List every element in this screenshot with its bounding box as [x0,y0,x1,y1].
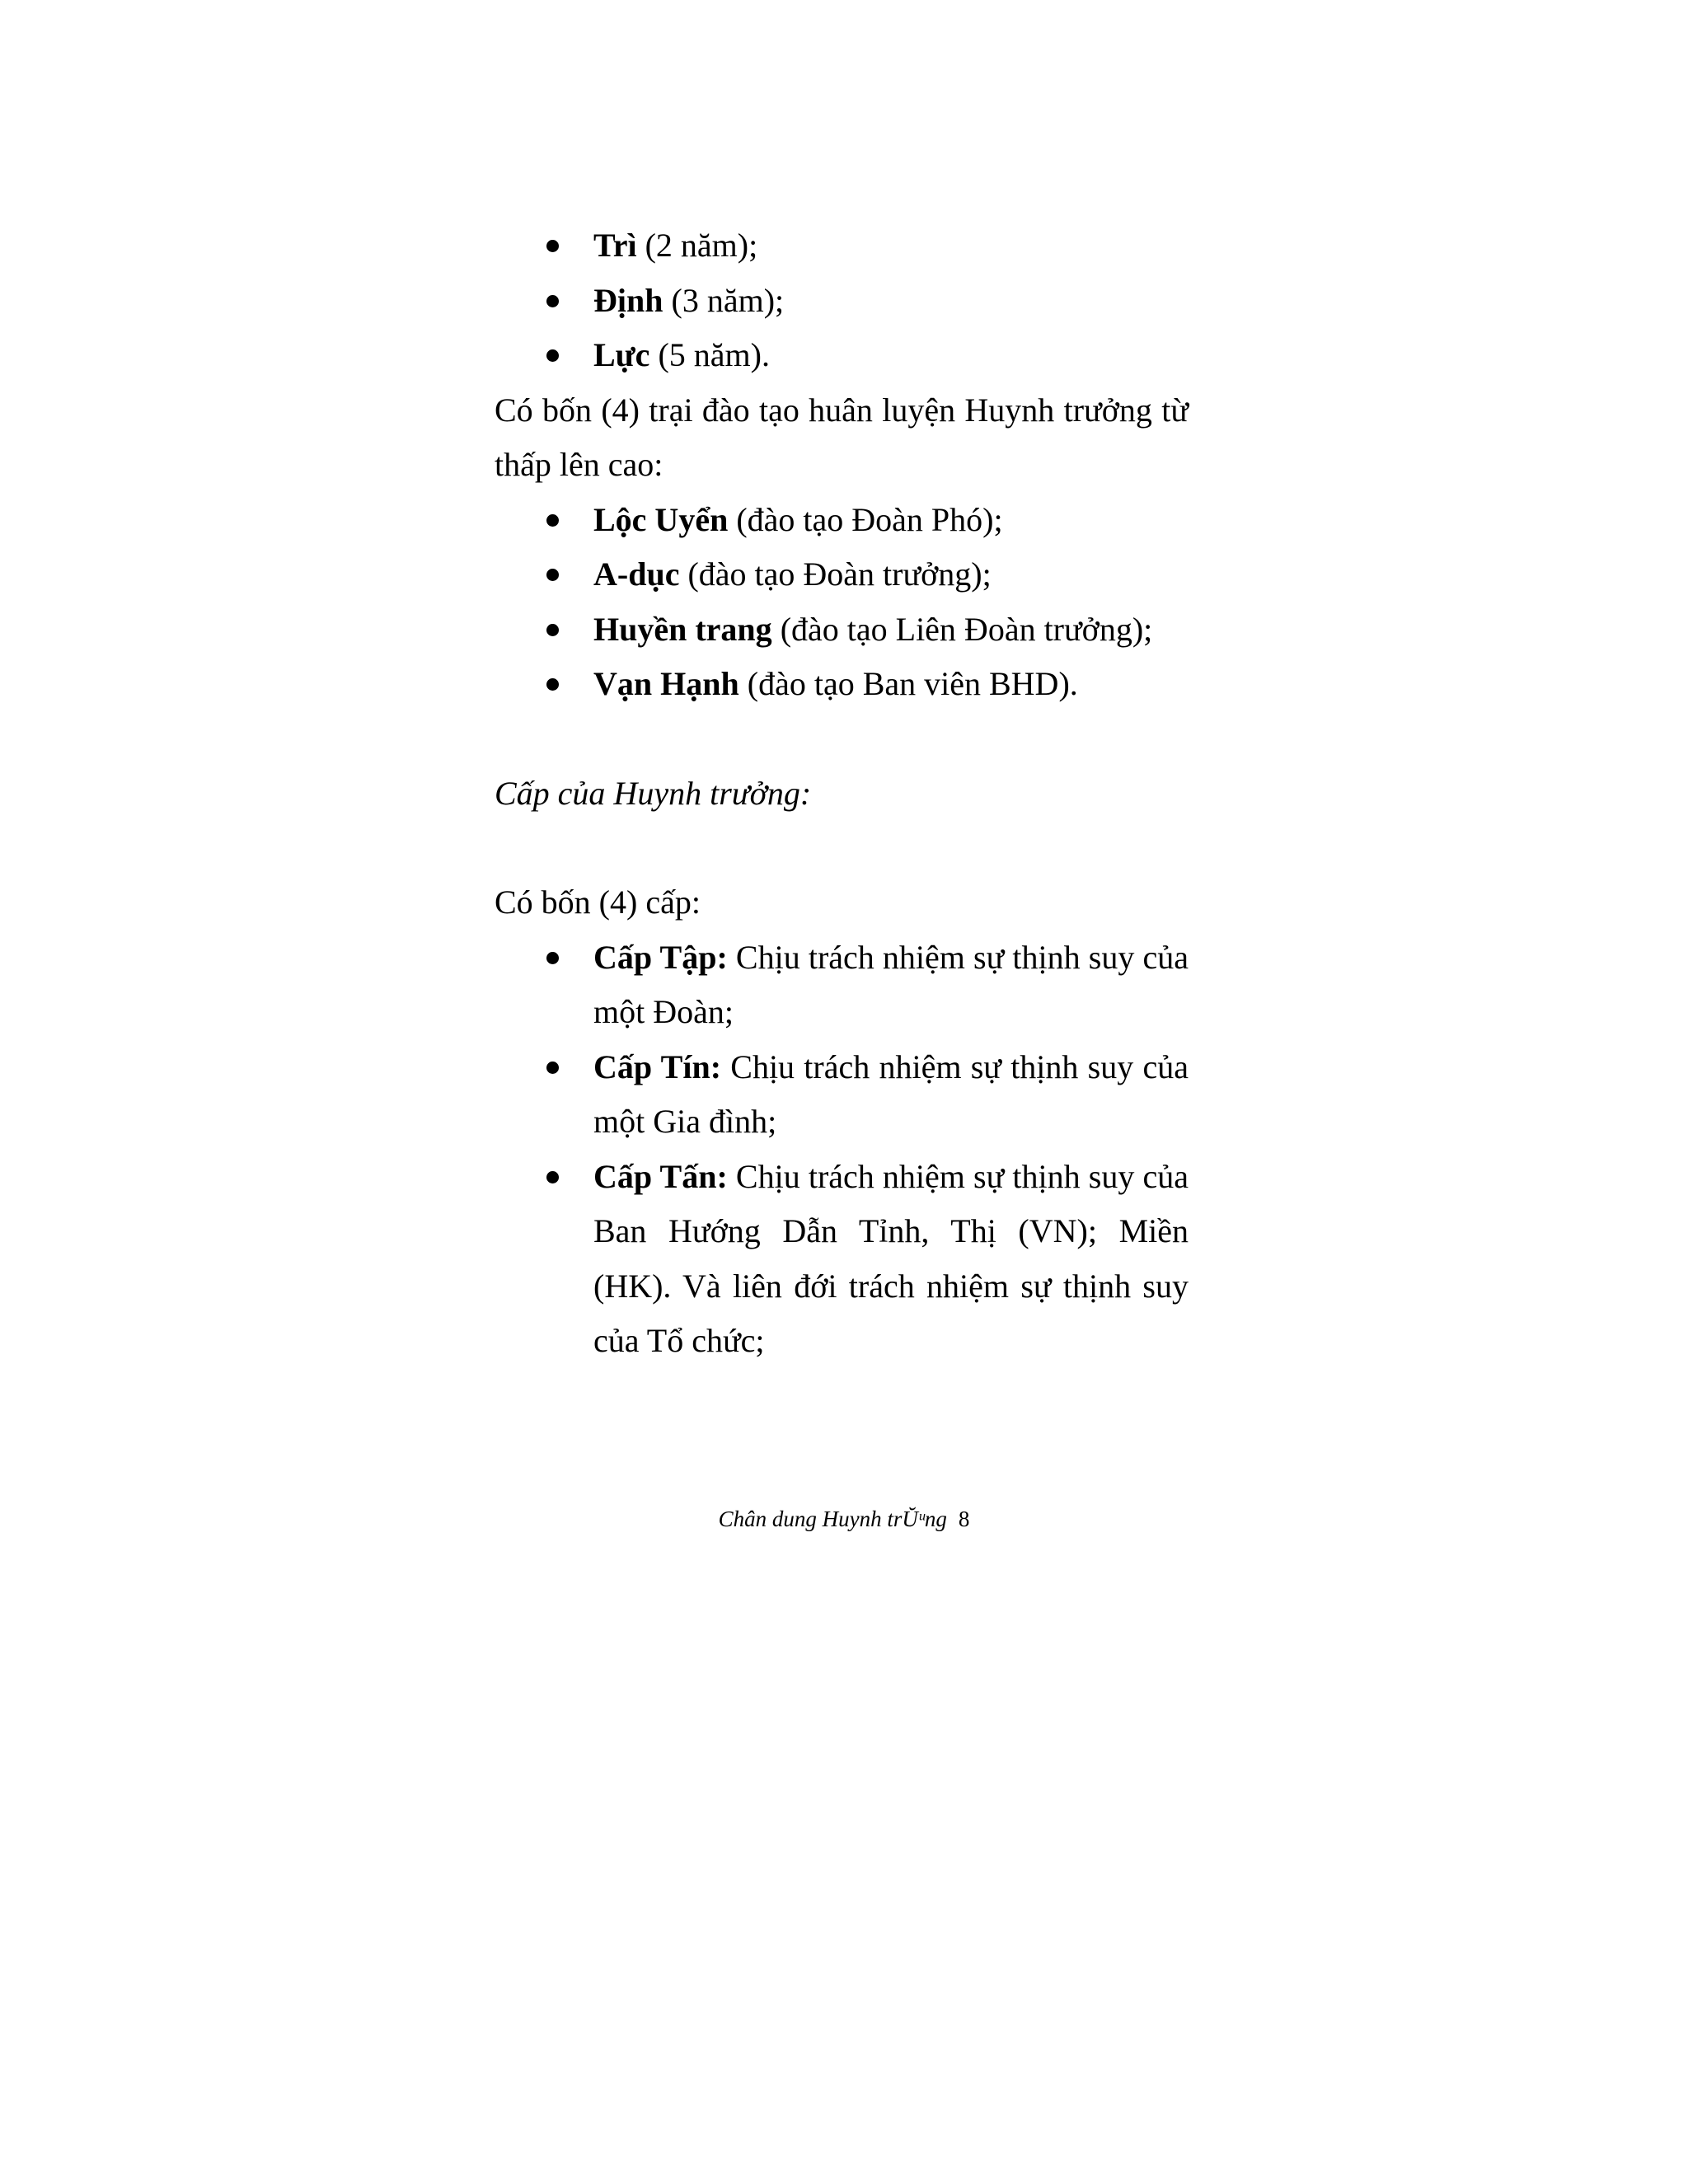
item-term: Trì [593,227,637,264]
bullet-icon [546,295,559,307]
page-content [495,218,1189,1369]
bullet-icon [546,349,559,362]
list-item [495,274,1189,329]
list-item [495,602,1189,658]
camps-intro-paragraph: Có bốn (4) trại đào tạo huân luyện Huynh trưởng từ thấp lên cao: [495,391,1189,483]
spacer [495,821,1189,875]
bullet-icon [546,952,559,964]
page-footer [0,1504,1688,1534]
footer-title: Chân dung Huynh trŬᵘng [718,1507,947,1531]
item-desc: Chịu trách nhiệm sự thịnh suy của một Gia đình; [593,1047,1189,1140]
item-desc: Chịu trách nhiệm sự thịnh suy của một Đoàn; [593,938,1189,1030]
item-desc: (3 năm); [663,281,785,319]
item-desc: (đào tạo Liên Đoàn trưởng); [771,610,1153,648]
item-term: Cấp Tín: [593,1047,722,1085]
page-number: 8 [958,1507,970,1531]
item-term: Định [593,281,663,319]
list-item [495,218,1189,274]
bullet-icon [546,569,559,581]
item-desc: (5 năm). [649,336,770,373]
item-term: Huyền trang [593,610,772,648]
list-item [495,493,1189,548]
list-item [495,657,1189,712]
bullet-icon [546,514,559,527]
item-term: Lực [593,336,650,373]
list-item [495,547,1189,602]
bullet-icon [546,1062,559,1074]
item-desc: (đào tạo Ban viên BHD). [738,665,1078,702]
item-desc: (đào tạo Đoàn Phó); [728,500,1003,538]
list-item [495,1040,1189,1150]
list-item [495,1150,1189,1369]
item-term: Cấp Tập: [593,938,728,976]
training-levels-list [495,218,1189,383]
item-term: Vạn Hạnh [593,665,739,702]
item-term: Cấp Tấn: [593,1157,728,1195]
item-desc: Chịu trách nhiệm sự thịnh suy của Ban Hướng Dẫn Tỉnh, Thị (VN); Miền (HK). Và liên đới trách nhiệm sự thịnh suy của Tổ chức; [593,1157,1189,1359]
item-desc: (đào tạo Đoàn trưởng); [679,555,992,593]
item-term: Lộc Uyển [593,500,729,538]
grades-intro-paragraph: Có bốn (4) cấp: [495,883,701,921]
list-item [495,930,1189,1040]
bullet-icon [546,1171,559,1183]
training-camps-list [495,493,1189,712]
bullet-icon [546,240,559,252]
bullet-icon [546,678,559,691]
spacer [495,712,1189,766]
list-item [495,328,1189,383]
grades-list [495,930,1189,1369]
item-term: A-dục [593,555,680,593]
bullet-icon [546,624,559,636]
item-desc: (2 năm); [636,227,758,264]
section-heading: Cấp của Huynh trưởng: [495,774,812,812]
